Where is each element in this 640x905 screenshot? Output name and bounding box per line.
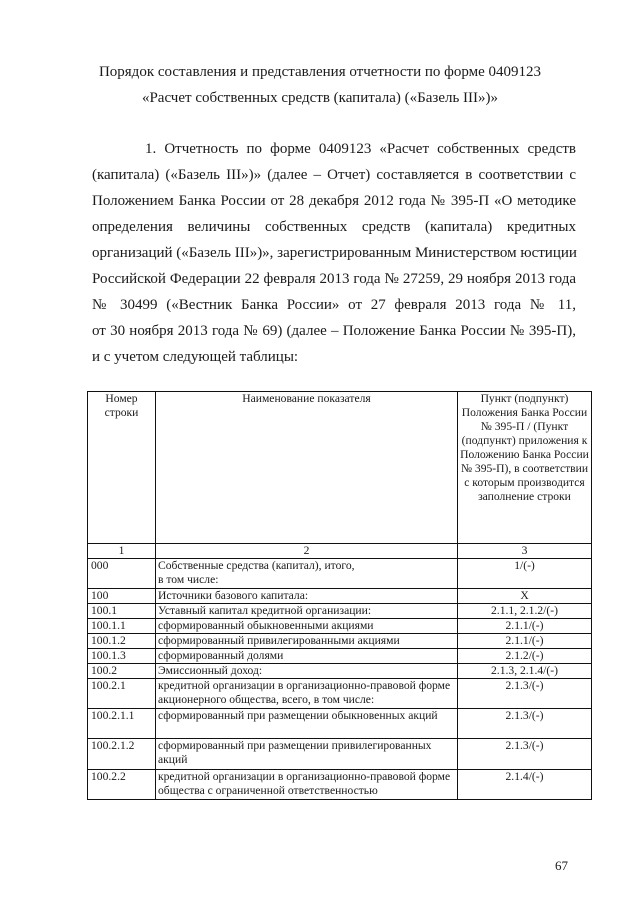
paragraph-line: и с учетом следующей таблицы: [92, 349, 299, 365]
header-regulation-point: Пункт (подпункт) Положения Банка России № 395-П / (Пункт (подпункт) приложения к Положению Банка России № 395-П), в соответствии с которым производится заполнение строки [458, 392, 592, 544]
paragraph-line: (капитала) («Базель III»)» (далее – Отчет) составляется в соответствии с [92, 167, 576, 183]
table-row [88, 770, 592, 800]
table-row [88, 559, 592, 589]
row-number-cell: 100.1 [88, 604, 156, 619]
document-title-line-2: «Расчет собственных средств (капитала) («Базель III»)» [141, 90, 499, 106]
regulation-point-cell: 2.1.3/(-) [458, 739, 592, 770]
paragraph-line: Российской Федерации 22 февраля 2013 года № 27259, 29 ноября 2013 года [92, 271, 576, 287]
table-row [88, 619, 592, 634]
row-number-cell: 100.1.1 [88, 619, 156, 634]
table-row [88, 634, 592, 649]
intro-paragraph [92, 136, 576, 370]
table-row [88, 649, 592, 664]
row-number-cell: 100.2.1.2 [88, 739, 156, 770]
row-number-cell: 000 [88, 559, 156, 589]
regulation-point-cell: 2.1.3/(-) [458, 679, 592, 709]
indicator-name-cell: сформированный долями [156, 649, 458, 664]
table-row [88, 589, 592, 604]
column-number: 3 [458, 544, 592, 559]
indicator-name-cell: сформированный привилегированными акциями [156, 634, 458, 649]
page-number: 67 [555, 858, 568, 873]
indicator-name-cell: сформированный при размещении обыкновенных акций [156, 709, 458, 739]
row-number-cell: 100 [88, 589, 156, 604]
table-header-row [88, 392, 592, 544]
paragraph-line: от 30 ноября 2013 года № 69) (далее – Положение Банка России № 395-П), [92, 323, 576, 339]
row-number-cell: 100.1.3 [88, 649, 156, 664]
regulation-point-cell: 2.1.3, 2.1.4/(-) [458, 664, 592, 679]
header-indicator-name: Наименование показателя [156, 392, 458, 544]
table-row [88, 604, 592, 619]
row-number-cell: 100.2.1 [88, 679, 156, 709]
regulation-point-cell: 2.1.3/(-) [458, 709, 592, 739]
indicators-table [87, 391, 592, 800]
row-number-cell: 100.2.2 [88, 770, 156, 800]
indicator-name-cell: сформированный обыкновенными акциями [156, 619, 458, 634]
regulation-point-cell: X [458, 589, 592, 604]
indicator-name-cell: сформированный при размещении привилегированных акций [156, 739, 458, 770]
regulation-point-cell: 2.1.2/(-) [458, 649, 592, 664]
paragraph-line: 1. Отчетность по форме 0409123 «Расчет собственных средств [145, 141, 576, 157]
column-number-row [88, 544, 592, 559]
regulation-point-cell: 1/(-) [458, 559, 592, 589]
regulation-point-cell: 2.1.1/(-) [458, 619, 592, 634]
header-row-number: Номер строки [88, 392, 156, 544]
document-title-line-1: Порядок составления и представления отчетности по форме 0409123 [98, 64, 542, 80]
indicator-name-cell: Эмиссионный доход: [156, 664, 458, 679]
indicator-name-cell: Уставный капитал кредитной организации: [156, 604, 458, 619]
row-number-cell: 100.2 [88, 664, 156, 679]
paragraph-line: Положением Банка России от 28 декабря 2012 года № 395-П «О методике [92, 193, 576, 209]
column-number: 1 [88, 544, 156, 559]
row-number-cell: 100.2.1.1 [88, 709, 156, 739]
indicator-name-cell: кредитной организации в организационно-правовой форме общества с ограниченной ответственностью [156, 770, 458, 800]
paragraph-line: определения величины собственных средств (капитала) кредитных [92, 219, 576, 235]
regulation-point-cell: 2.1.1/(-) [458, 634, 592, 649]
column-number: 2 [156, 544, 458, 559]
paragraph-line: организаций («Базель III»)», зарегистрированным Министерством юстиции [92, 245, 577, 261]
table-row [88, 664, 592, 679]
table-row [88, 709, 592, 739]
indicator-name-cell: кредитной организации в организационно-правовой форме акционерного общества, всего, в том числе: [156, 679, 458, 709]
paragraph-line: № 30499 («Вестник Банка России» от 27 февраля 2013 года № 11, [92, 297, 576, 313]
row-number-cell: 100.1.2 [88, 634, 156, 649]
table-row [88, 739, 592, 770]
indicator-name-cell: Источники базового капитала: [156, 589, 458, 604]
regulation-point-cell: 2.1.1, 2.1.2/(-) [458, 604, 592, 619]
regulation-point-cell: 2.1.4/(-) [458, 770, 592, 800]
table-row [88, 679, 592, 709]
indicator-name-cell: Собственные средства (капитал), итого, в том числе: [156, 559, 458, 589]
